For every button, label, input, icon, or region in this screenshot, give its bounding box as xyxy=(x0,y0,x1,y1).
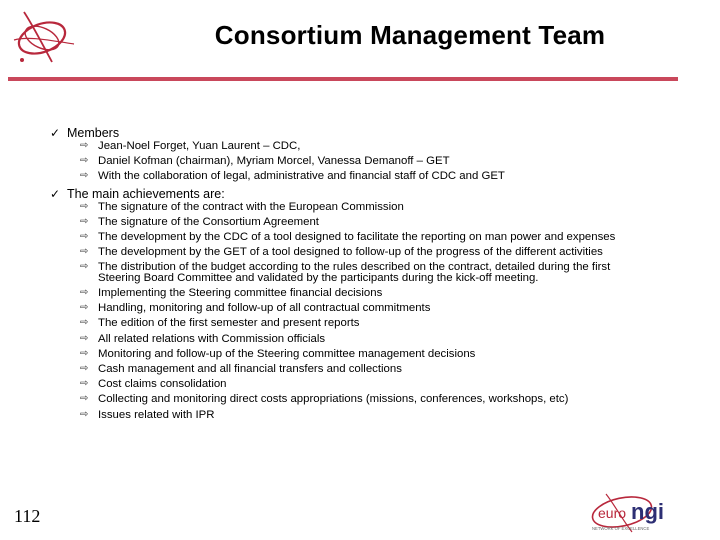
arrow-icon: ⇨ xyxy=(80,347,89,359)
arrow-icon: ⇨ xyxy=(80,246,89,258)
logo-text-ngi: ngi xyxy=(631,499,664,524)
list-item xyxy=(50,202,650,213)
achievements-list xyxy=(50,202,650,420)
arrow-icon: ⇨ xyxy=(80,332,89,344)
arrow-icon: ⇨ xyxy=(80,393,89,405)
slide-title: Consortium Management Team xyxy=(214,20,606,50)
list-item xyxy=(50,410,650,421)
logo-tagline: NETWORK OF EXCELLENCE xyxy=(592,526,650,531)
logo-text-euro: euro xyxy=(598,505,627,521)
arrow-icon: ⇨ xyxy=(80,170,89,182)
arrow-icon: ⇨ xyxy=(80,230,89,242)
list-item-text: Jean-Noel Forget, Yuan Laurent – CDC, xyxy=(98,140,301,152)
arrow-icon: ⇨ xyxy=(80,378,89,390)
arrow-icon: ⇨ xyxy=(80,362,89,374)
list-item xyxy=(50,262,650,283)
list-item xyxy=(50,141,650,152)
list-item xyxy=(50,334,650,345)
members-list xyxy=(50,141,650,182)
checkmark-icon: ✓ xyxy=(50,186,61,201)
euro-ngi-swirl-logo xyxy=(8,6,78,68)
arrow-icon: ⇨ xyxy=(80,200,89,212)
arrow-icon: ⇨ xyxy=(80,287,89,298)
page-number: 112 xyxy=(14,506,41,526)
arrow-icon: ⇨ xyxy=(80,155,89,167)
arrow-icon: ⇨ xyxy=(80,215,89,227)
list-item-text: The signature of the contract with the European Commission xyxy=(98,200,404,213)
arrow-icon: ⇨ xyxy=(80,261,89,273)
title-divider xyxy=(8,77,678,81)
euro-ngi-logo xyxy=(586,488,688,534)
list-item xyxy=(50,318,650,329)
list-item-text: The development by the CDC of a tool designed to facilitate the reporting on man power and expenses xyxy=(98,230,616,243)
list-item-text: Monitoring and follow-up of the Steering committee management decisions xyxy=(98,347,476,360)
list-item xyxy=(50,156,650,167)
list-item xyxy=(50,349,650,360)
arrow-icon: ⇨ xyxy=(80,140,89,151)
bullet-achievements xyxy=(50,187,650,202)
arrow-icon: ⇨ xyxy=(80,302,89,314)
list-item xyxy=(50,247,650,258)
arrow-icon: ⇨ xyxy=(80,408,89,420)
list-item-text: All related relations with Commission officials xyxy=(98,332,326,345)
list-item xyxy=(50,217,650,228)
list-item xyxy=(50,379,650,390)
checkmark-icon: ✓ xyxy=(50,126,61,140)
arrow-icon: ⇨ xyxy=(80,317,89,329)
bullet-members xyxy=(50,126,650,141)
bullet-heading: Members xyxy=(67,126,120,140)
list-item-text: Cost claims consolidation xyxy=(98,378,227,391)
list-item xyxy=(50,364,650,375)
list-item-text: The signature of the Consortium Agreement xyxy=(98,215,319,228)
list-item-text: Collecting and monitoring direct costs appropriations (missions, conferences, workshops, etc) xyxy=(98,393,569,406)
list-item xyxy=(50,171,650,182)
bullet-heading: The main achievements are: xyxy=(67,186,225,201)
list-item xyxy=(50,394,650,405)
list-item-text: With the collaboration of legal, administrative and financial staff of CDC and GET xyxy=(98,170,505,183)
list-item xyxy=(50,288,650,299)
list-item-text: Implementing the Steering committee financial decisions xyxy=(98,287,383,299)
list-item xyxy=(50,303,650,314)
list-item-text: The edition of the first semester and present reports xyxy=(98,317,360,330)
slide-body xyxy=(50,126,650,425)
list-item-text: Handling, monitoring and follow-up of all contractual commitments xyxy=(98,302,431,315)
list-item xyxy=(50,232,650,243)
list-item-text: The distribution of the budget according to the rules described on the contract, detailed during the first Steering Board Committee and validated by the participants during the kick-off meeting. xyxy=(98,261,611,284)
list-item-text: The development by the GET of a tool designed to follow-up of the progress of the different activities xyxy=(98,246,603,259)
list-item-text: Issues related with IPR xyxy=(98,408,215,421)
list-item-text: Cash management and all financial transfers and collections xyxy=(98,362,402,375)
list-item-text: Daniel Kofman (chairman), Myriam Morcel, Vanessa Demanoff – GET xyxy=(98,155,450,168)
